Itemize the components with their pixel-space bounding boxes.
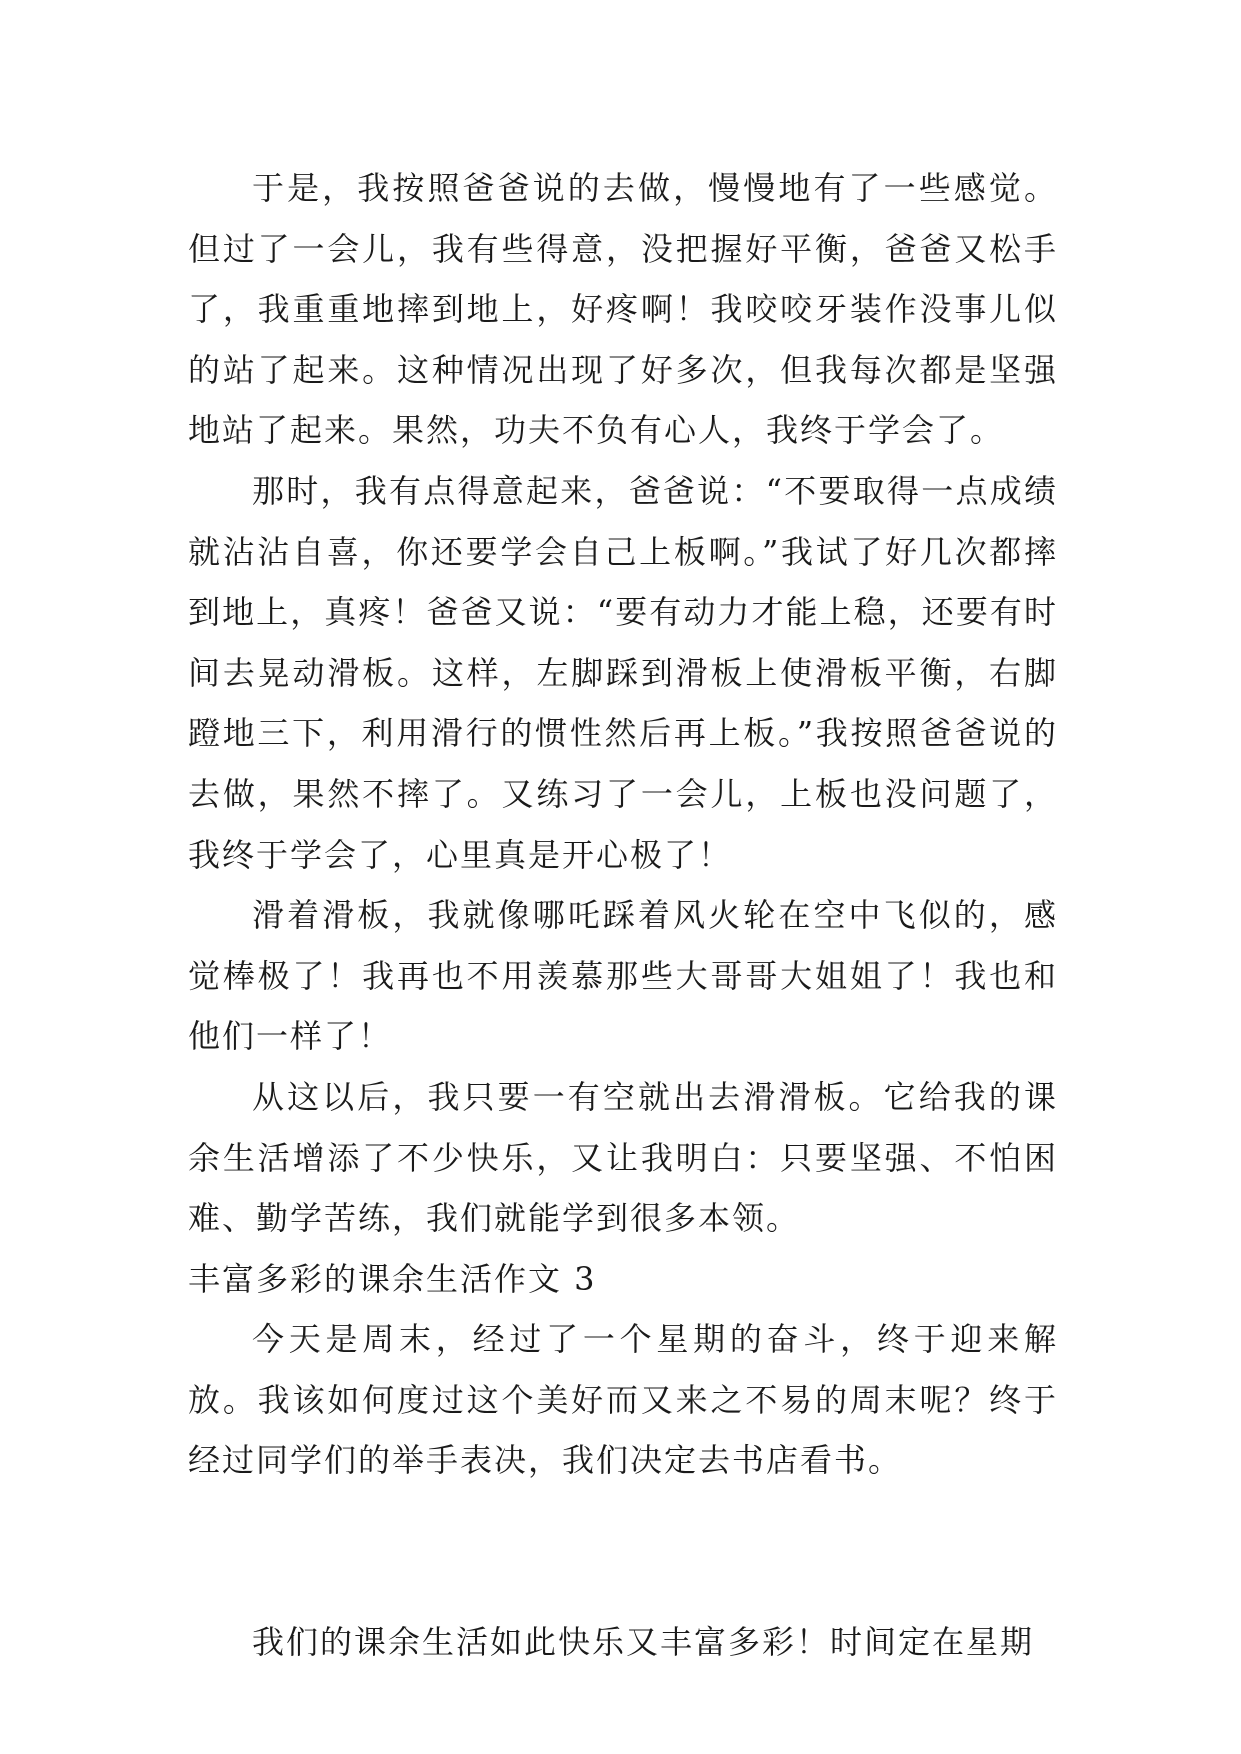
- paragraph: 我们的课余生活如此快乐又丰富多彩！时间定在星期: [252, 1623, 1035, 1662]
- document-body: [188, 158, 1058, 1673]
- paragraph: 从这以后，我只要一有空就出去滑滑板。它给我的课余生活增添了不少快乐，又让我明白：只要坚强、不怕困难、勤学苦练，我们就能学到很多本领。: [188, 1077, 1058, 1238]
- paragraph: 那时，我有点得意起来，爸爸说：“不要取得一点成绩就沾沾自喜，你还要学会自己上板啊。”我试了好几次都摔到地上，真疼！爸爸又说：“要有动力才能上稳，还要有时间去晃动滑板。这样，左脚踩到滑板上使滑板平衡，右脚蹬地三下，利用滑行的惯性然后再上板。”我按照爸爸说的去做，果然不摔了。又练习了一会儿，上板也没问题了，我终于学会了，心里真是开心极了！: [188, 471, 1058, 874]
- paragraph: 今天是周末，经过了一个星期的奋斗，终于迎来解放。我该如何度过这个美好而又来之不易的周末呢？终于经过同学们的举手表决，我们决定去书店看书。: [188, 1320, 1058, 1480]
- section-title: 丰富多彩的课余生活作文 3: [188, 1259, 597, 1298]
- paragraph: 滑着滑板，我就像哪吒踩着风火轮在空中飞似的，感觉棒极了！我再也不用羡慕那些大哥哥大姐姐了！我也和他们一样了！: [188, 896, 1058, 1056]
- blank-gap: [188, 1491, 1058, 1612]
- paragraph: 于是，我按照爸爸说的去做，慢慢地有了一些感觉。但过了一会儿，我有些得意，没把握好平衡，爸爸又松手了，我重重地摔到地上，好疼啊！我咬咬牙装作没事儿似的站了起来。这种情况出现了好多次，但我每次都是坚强地站了起来。果然，功夫不负有心人，我终于学会了。: [188, 169, 1058, 450]
